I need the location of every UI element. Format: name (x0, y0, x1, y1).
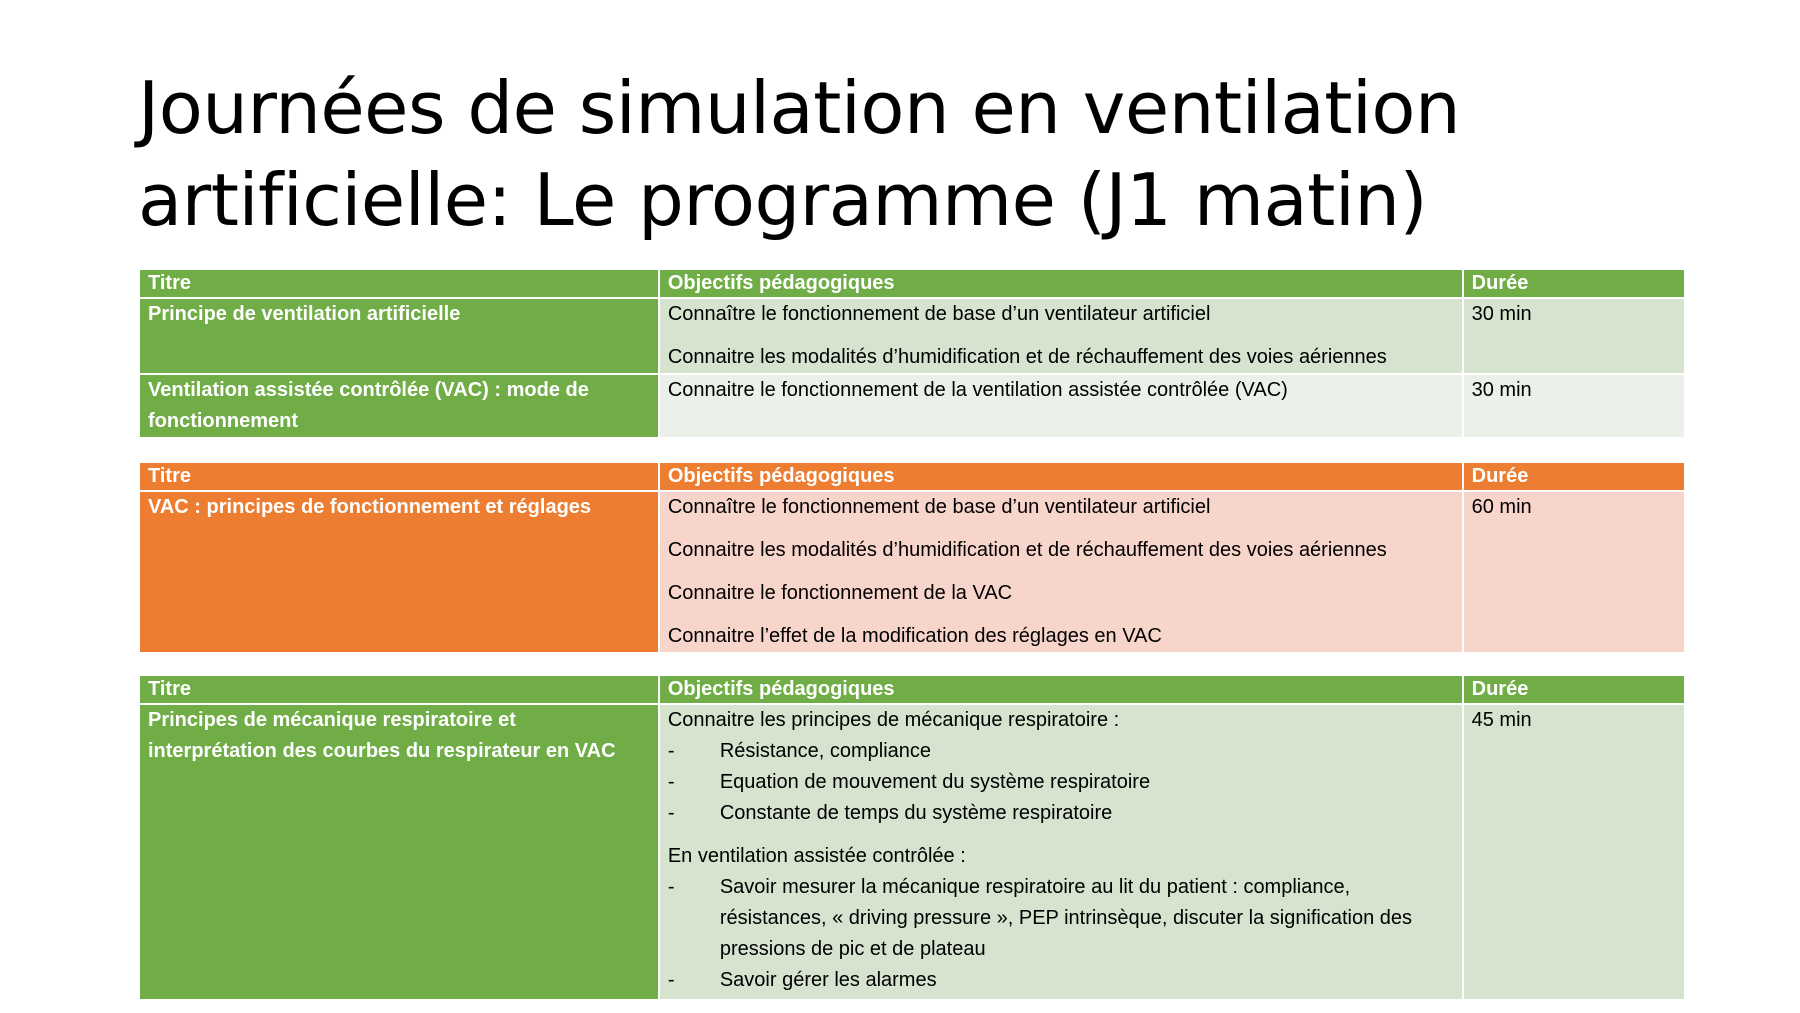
header-objectifs: Objectifs pédagogiques (659, 269, 1463, 298)
objective-item: Connaître le fonctionnement de base d’un ventilateur artificiel (667, 303, 1211, 325)
row-objectives (659, 374, 1463, 438)
objective-bullet (668, 872, 1454, 965)
row-title: Principes de mécanique respiratoire et interprétation des courbes du respirateur en VAC (139, 704, 659, 1000)
bullet-dash: - (667, 771, 675, 793)
objective-item: Connaitre l’effet de la modification des réglages en VAC (667, 625, 1162, 647)
row-objectives (659, 704, 1463, 1000)
header-duree: Durée (1463, 462, 1685, 491)
bullet-text: Savoir gérer les alarmes (719, 969, 937, 991)
header-objectifs: Objectifs pédagogiques (659, 462, 1463, 491)
header-duree: Durée (1463, 675, 1685, 704)
bullet-text: Résistance, compliance (719, 740, 932, 762)
header-titre: Titre (139, 675, 659, 704)
bullet-dash: - (667, 802, 675, 824)
slide-title (138, 62, 1698, 246)
objective-item: Connaitre les modalités d’humidification et de réchauffement des voies aériennes (667, 539, 1387, 561)
bullet-dash: - (667, 876, 675, 898)
objective-item: Connaitre le fonctionnement de la VAC (667, 582, 1013, 604)
table-header-row (139, 269, 1685, 298)
bullet-text: Equation de mouvement du système respiratoire (719, 771, 1151, 793)
row-duration: 30 min (1463, 298, 1685, 374)
bullet-text: Savoir mesurer la mécanique respiratoire au lit du patient : compliance, résistances, « driving pressure », PEP intrinsèque, discuter la signification des pressions de pic et de plateau (719, 876, 1413, 960)
program-table-2 (138, 461, 1686, 654)
objective-intro: En ventilation assistée contrôlée : (667, 845, 966, 867)
row-title: VAC : principes de fonctionnement et réglages (139, 491, 659, 653)
table-row (139, 491, 1685, 653)
row-duration: 45 min (1463, 704, 1685, 1000)
slide-title-line-1: Journées de simulation en ventilation (138, 66, 1461, 150)
row-duration: 60 min (1463, 491, 1685, 653)
objective-item: Connaître le fonctionnement de base d’un ventilateur artificiel (667, 496, 1211, 518)
program-table-1 (138, 268, 1686, 439)
table-row (139, 298, 1685, 374)
header-titre: Titre (139, 269, 659, 298)
objective-item: Connaitre le fonctionnement de la ventilation assistée contrôlée (VAC) (667, 379, 1288, 401)
objective-bullet (668, 736, 1454, 767)
bullet-dash: - (667, 740, 675, 762)
bullet-dash: - (667, 969, 675, 991)
row-duration: 30 min (1463, 374, 1685, 438)
objective-intro: Connaitre les principes de mécanique respiratoire : (667, 709, 1120, 731)
table-header-row (139, 462, 1685, 491)
objective-bullet (668, 767, 1454, 798)
objective-item: Connaitre les modalités d’humidification et de réchauffement des voies aériennes (667, 346, 1387, 368)
row-title: Ventilation assistée contrôlée (VAC) : mode de fonctionnement (139, 374, 659, 438)
header-objectifs: Objectifs pédagogiques (659, 675, 1463, 704)
table-row (139, 704, 1685, 1000)
header-duree: Durée (1463, 269, 1685, 298)
row-objectives (659, 298, 1463, 374)
table-row (139, 374, 1685, 438)
objective-bullet (668, 798, 1454, 829)
table-header-row (139, 675, 1685, 704)
bullet-text: Constante de temps du système respiratoire (719, 802, 1113, 824)
objective-bullet (668, 965, 1454, 996)
header-titre: Titre (139, 462, 659, 491)
program-table-3 (138, 674, 1686, 1001)
slide-title-line-2: artificielle: Le programme (J1 matin) (138, 158, 1428, 242)
row-title: Principe de ventilation artificielle (139, 298, 659, 374)
row-objectives (659, 491, 1463, 653)
